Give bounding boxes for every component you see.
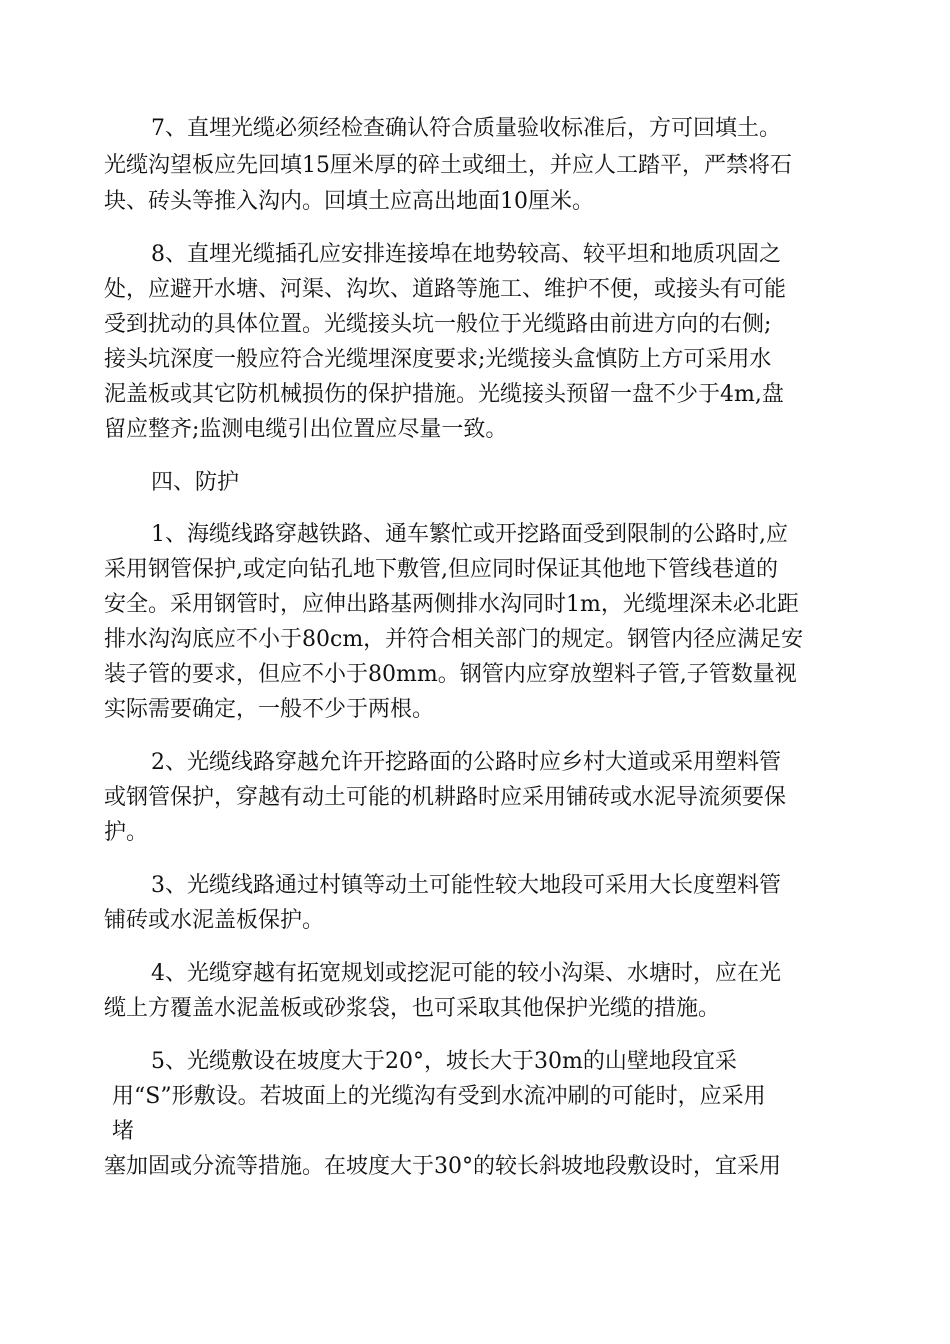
- item-1-line-3: 安全。采用钢管时，应伸出路基两侧排水沟同时1m，光缆埋深未必北距: [104, 592, 799, 617]
- item-1-line-2: 采用钢管保护,或定向钻孔地下敷管,但应同时保证其他地下管线巷道的: [104, 557, 778, 582]
- section-heading: 四、防护: [151, 470, 240, 495]
- item-5-line-4: 塞加固或分流等措施。在坡度大于30°的较长斜坡地段敷设时，宜采用: [104, 1154, 781, 1179]
- paragraph-8-line-5: 泥盖板或其它防机械损伤的保护措施。光缆接头预留一盘不少于4m,盘: [104, 382, 784, 407]
- paragraph-8-line-4: 接头坑深度一般应符合光缆埋深度要求;光缆接头盒慎防上方可采用水: [104, 347, 772, 372]
- item-1-line-4: 排水沟沟底应不小于80cm，并符合相关部门的规定。钢管内径应满足安: [104, 627, 804, 652]
- paragraph-8-line-1: 8、直埋光缆插孔应安排连接埠在地势较高、较平坦和地质巩固之: [151, 242, 781, 267]
- item-5-line-2: 用“S”形敷设。若坡面上的光缆沟有受到水流冲刷的可能时，应采用: [112, 1084, 766, 1109]
- paragraph-8-line-2: 处，应避开水塘、河渠、沟坎、道路等施工、维护不便，或接头有可能: [104, 277, 787, 302]
- item-4-line-1: 4、光缆穿越有拓宽规划或挖泥可能的较小沟渠、水塘时，应在光: [151, 961, 781, 986]
- paragraph-8-line-6: 留应整齐;监测电缆引出位置应尽量一致。: [104, 417, 508, 442]
- item-3-line-2: 铺砖或水泥盖板保护。: [104, 908, 325, 933]
- item-1-line-6: 实际需要确定，一般不少于两根。: [104, 697, 435, 722]
- paragraph-7-line-2: 光缆沟望板应先回填15厘米厚的碎土或细土，并应人工踏平，严禁将石: [104, 153, 792, 178]
- item-4-line-2: 缆上方覆盖水泥盖板或砂浆袋，也可采取其他保护光缆的措施。: [104, 996, 721, 1021]
- item-1-line-1: 1、海缆线路穿越铁路、通车繁忙或开挖路面受到限制的公路时,应: [151, 522, 788, 547]
- item-2-line-3: 护。: [104, 820, 149, 845]
- item-1-line-5: 装子管的要求，但应不小于80mm。钢管内应穿放塑料子管,子管数量视: [104, 662, 797, 687]
- item-5-line-1: 5、光缆敷设在坡度大于20°，坡长大于30m的山壁地段宜采: [151, 1049, 737, 1074]
- paragraph-7-line-1: 7、直埋光缆必须经检查确认符合质量验收标准后，方可回填土。: [151, 116, 781, 141]
- item-2-line-1: 2、光缆线路穿越允许开挖路面的公路时应乡村大道或采用塑料管: [151, 750, 781, 775]
- item-2-line-2: 或钢管保护，穿越有动土可能的机耕路时应采用铺砖或水泥导流须要保: [104, 785, 787, 810]
- paragraph-8-line-3: 受到扰动的具体位置。光缆接头坑一般位于光缆路由前进方向的右侧;: [104, 312, 772, 337]
- item-3-line-1: 3、光缆线路通过村镇等动土可能性较大地段可采用大长度塑料管: [151, 873, 781, 898]
- paragraph-7-line-3: 块、砖头等推入沟内。回填土应高出地面10厘米。: [104, 189, 594, 214]
- item-5-line-3: 堵: [112, 1119, 135, 1144]
